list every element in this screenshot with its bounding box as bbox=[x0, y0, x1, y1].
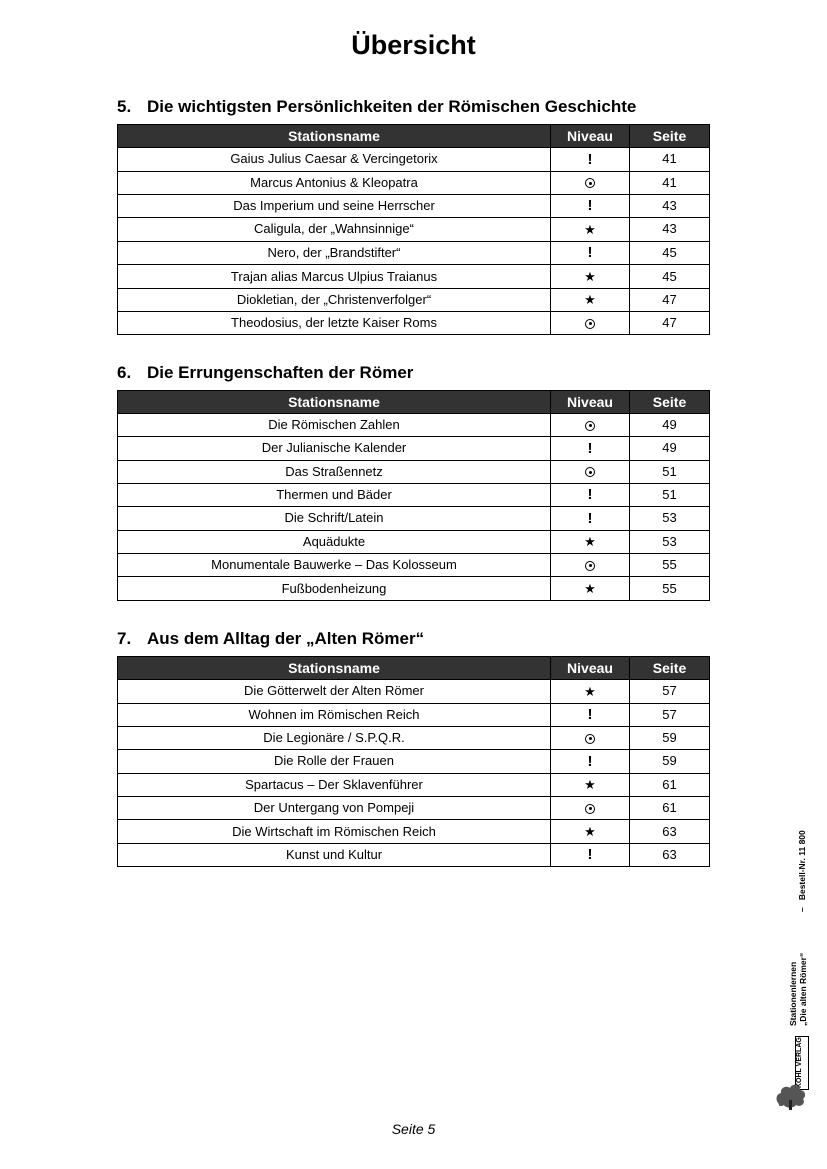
station-page: 47 bbox=[630, 288, 710, 312]
publisher-logo: KOHL VERLAG bbox=[796, 1037, 803, 1088]
station-name: Die Rolle der Frauen bbox=[118, 750, 551, 774]
page-title: Übersicht bbox=[351, 30, 476, 60]
section-number: 5. bbox=[117, 97, 132, 116]
section-heading bbox=[117, 96, 709, 118]
level-exclamation-icon: ! bbox=[587, 439, 593, 457]
stations-table bbox=[117, 390, 710, 601]
table-header-row bbox=[118, 657, 710, 680]
column-header-level: Niveau bbox=[551, 125, 630, 148]
level-star-icon: ★ bbox=[584, 777, 596, 793]
level-exclamation-icon: ! bbox=[587, 752, 593, 770]
section-number: 7. bbox=[117, 629, 132, 648]
table-row bbox=[118, 312, 710, 335]
level-circle-icon bbox=[585, 734, 595, 744]
station-page: 53 bbox=[630, 507, 710, 531]
station-level bbox=[551, 218, 630, 242]
level-circle-icon bbox=[585, 467, 595, 477]
station-page: 51 bbox=[630, 460, 710, 483]
station-level bbox=[551, 507, 630, 531]
station-level bbox=[551, 414, 630, 437]
column-header-level: Niveau bbox=[551, 391, 630, 414]
column-header-name: Stationsname bbox=[118, 657, 551, 680]
table-row bbox=[118, 194, 710, 218]
level-star-icon: ★ bbox=[584, 534, 596, 550]
station-name: Wohnen im Römischen Reich bbox=[118, 703, 551, 727]
table-row bbox=[118, 507, 710, 531]
level-exclamation-icon: ! bbox=[587, 509, 593, 527]
level-star-icon: ★ bbox=[584, 580, 596, 596]
table-row bbox=[118, 483, 710, 507]
station-page: 53 bbox=[630, 530, 710, 554]
station-level bbox=[551, 437, 630, 461]
section-achievements bbox=[117, 362, 709, 601]
section-title: Aus dem Alltag der „Alten Römer“ bbox=[147, 629, 425, 648]
table-row bbox=[118, 750, 710, 774]
series-name: Stationenlernen bbox=[788, 961, 798, 1026]
section-heading bbox=[117, 362, 709, 384]
station-page: 63 bbox=[630, 820, 710, 844]
section-title: Die wichtigsten Persönlichkeiten der Römischen Geschichte bbox=[147, 97, 637, 116]
sidebar-separator: – bbox=[797, 907, 807, 912]
table-row bbox=[118, 797, 710, 820]
table-row bbox=[118, 171, 710, 194]
level-exclamation-icon: ! bbox=[587, 486, 593, 504]
station-name: Die Götterwelt der Alten Römer bbox=[118, 680, 551, 704]
table-row bbox=[118, 241, 710, 265]
station-name: Marcus Antonius & Kleopatra bbox=[118, 171, 551, 194]
station-level bbox=[551, 820, 630, 844]
table-row bbox=[118, 554, 710, 577]
column-header-name: Stationsname bbox=[118, 125, 551, 148]
table-header-row bbox=[118, 125, 710, 148]
station-level bbox=[551, 530, 630, 554]
station-level bbox=[551, 727, 630, 750]
table-row bbox=[118, 727, 710, 750]
level-exclamation-icon: ! bbox=[587, 846, 593, 864]
station-page: 55 bbox=[630, 554, 710, 577]
station-name: Nero, der „Brandstifter“ bbox=[118, 241, 551, 265]
level-star-icon: ★ bbox=[584, 823, 596, 839]
column-header-level: Niveau bbox=[551, 657, 630, 680]
table-row bbox=[118, 820, 710, 844]
station-page: 49 bbox=[630, 437, 710, 461]
level-exclamation-icon: ! bbox=[587, 150, 593, 168]
station-name: Der Untergang von Pompeji bbox=[118, 797, 551, 820]
station-page: 59 bbox=[630, 727, 710, 750]
station-page: 49 bbox=[630, 414, 710, 437]
table-row bbox=[118, 218, 710, 242]
station-name: Die Wirtschaft im Römischen Reich bbox=[118, 820, 551, 844]
station-level bbox=[551, 703, 630, 727]
station-name: Die Römischen Zahlen bbox=[118, 414, 551, 437]
station-name: Diokletian, der „Christenverfolger“ bbox=[118, 288, 551, 312]
table-row bbox=[118, 437, 710, 461]
station-name: Spartacus – Der Sklavenführer bbox=[118, 773, 551, 797]
table-row bbox=[118, 773, 710, 797]
station-page: 45 bbox=[630, 241, 710, 265]
station-level bbox=[551, 241, 630, 265]
station-name: Gaius Julius Caesar & Vercingetorix bbox=[118, 148, 551, 172]
station-level bbox=[551, 680, 630, 704]
station-level bbox=[551, 194, 630, 218]
station-page: 61 bbox=[630, 773, 710, 797]
station-level bbox=[551, 483, 630, 507]
table-row bbox=[118, 530, 710, 554]
level-star-icon: ★ bbox=[584, 268, 596, 284]
station-name: Aquädukte bbox=[118, 530, 551, 554]
station-name: Das Straßennetz bbox=[118, 460, 551, 483]
table-row bbox=[118, 288, 710, 312]
level-circle-icon bbox=[585, 319, 595, 329]
station-name: Fußbodenheizung bbox=[118, 577, 551, 601]
level-circle-icon bbox=[585, 561, 595, 571]
table-row bbox=[118, 843, 710, 867]
stations-table bbox=[117, 124, 710, 335]
station-level bbox=[551, 577, 630, 601]
page-number: Seite 5 bbox=[391, 1121, 436, 1137]
station-level bbox=[551, 312, 630, 335]
column-header-page: Seite bbox=[630, 391, 710, 414]
station-name: Die Schrift/Latein bbox=[118, 507, 551, 531]
section-title: Die Errungenschaften der Römer bbox=[147, 363, 414, 382]
stations-table bbox=[117, 656, 710, 867]
station-name: Das Imperium und seine Herrscher bbox=[118, 194, 551, 218]
table-row bbox=[118, 414, 710, 437]
order-number: Bestell-Nr. 11 800 bbox=[797, 830, 807, 901]
table-header-row bbox=[118, 391, 710, 414]
level-circle-icon bbox=[585, 421, 595, 431]
table-row bbox=[118, 703, 710, 727]
station-level bbox=[551, 843, 630, 867]
station-level bbox=[551, 171, 630, 194]
station-level bbox=[551, 797, 630, 820]
column-header-page: Seite bbox=[630, 657, 710, 680]
station-page: 51 bbox=[630, 483, 710, 507]
level-star-icon: ★ bbox=[584, 221, 596, 237]
level-circle-icon bbox=[585, 804, 595, 814]
station-level bbox=[551, 773, 630, 797]
section-heading bbox=[117, 628, 709, 650]
level-star-icon: ★ bbox=[584, 683, 596, 699]
station-page: 47 bbox=[630, 312, 710, 335]
station-level bbox=[551, 288, 630, 312]
column-header-name: Stationsname bbox=[118, 391, 551, 414]
station-level bbox=[551, 460, 630, 483]
station-page: 41 bbox=[630, 171, 710, 194]
sidebar-series-title bbox=[788, 953, 808, 1026]
station-page: 57 bbox=[630, 703, 710, 727]
level-star-icon: ★ bbox=[584, 292, 596, 308]
level-exclamation-icon: ! bbox=[587, 244, 593, 262]
table-row bbox=[118, 265, 710, 289]
station-page: 41 bbox=[630, 148, 710, 172]
station-page: 63 bbox=[630, 843, 710, 867]
station-name: Monumentale Bauwerke – Das Kolosseum bbox=[118, 554, 551, 577]
book-title: „Die alten Römer“ bbox=[798, 952, 808, 1026]
station-name: Kunst und Kultur bbox=[118, 843, 551, 867]
table-row bbox=[118, 148, 710, 172]
station-page: 43 bbox=[630, 218, 710, 242]
station-page: 55 bbox=[630, 577, 710, 601]
station-name: Thermen und Bäder bbox=[118, 483, 551, 507]
station-name: Caligula, der „Wahnsinnige“ bbox=[118, 218, 551, 242]
station-name: Theodosius, der letzte Kaiser Roms bbox=[118, 312, 551, 335]
station-name: Trajan alias Marcus Ulpius Traianus bbox=[118, 265, 551, 289]
section-number: 6. bbox=[117, 363, 132, 382]
section-personalities bbox=[117, 96, 709, 335]
station-level bbox=[551, 148, 630, 172]
table-row bbox=[118, 460, 710, 483]
column-header-page: Seite bbox=[630, 125, 710, 148]
level-exclamation-icon: ! bbox=[587, 706, 593, 724]
station-name: Der Julianische Kalender bbox=[118, 437, 551, 461]
station-level bbox=[551, 265, 630, 289]
table-row bbox=[118, 680, 710, 704]
station-page: 57 bbox=[630, 680, 710, 704]
station-level bbox=[551, 554, 630, 577]
station-page: 61 bbox=[630, 797, 710, 820]
station-level bbox=[551, 750, 630, 774]
sidebar-order-number bbox=[797, 830, 807, 912]
level-exclamation-icon: ! bbox=[587, 197, 593, 215]
station-page: 45 bbox=[630, 265, 710, 289]
table-row bbox=[118, 577, 710, 601]
section-daily-life bbox=[117, 628, 709, 867]
level-circle-icon bbox=[585, 178, 595, 188]
publisher-tree-icon bbox=[773, 1076, 809, 1110]
station-page: 59 bbox=[630, 750, 710, 774]
station-page: 43 bbox=[630, 194, 710, 218]
station-name: Die Legionäre / S.P.Q.R. bbox=[118, 727, 551, 750]
